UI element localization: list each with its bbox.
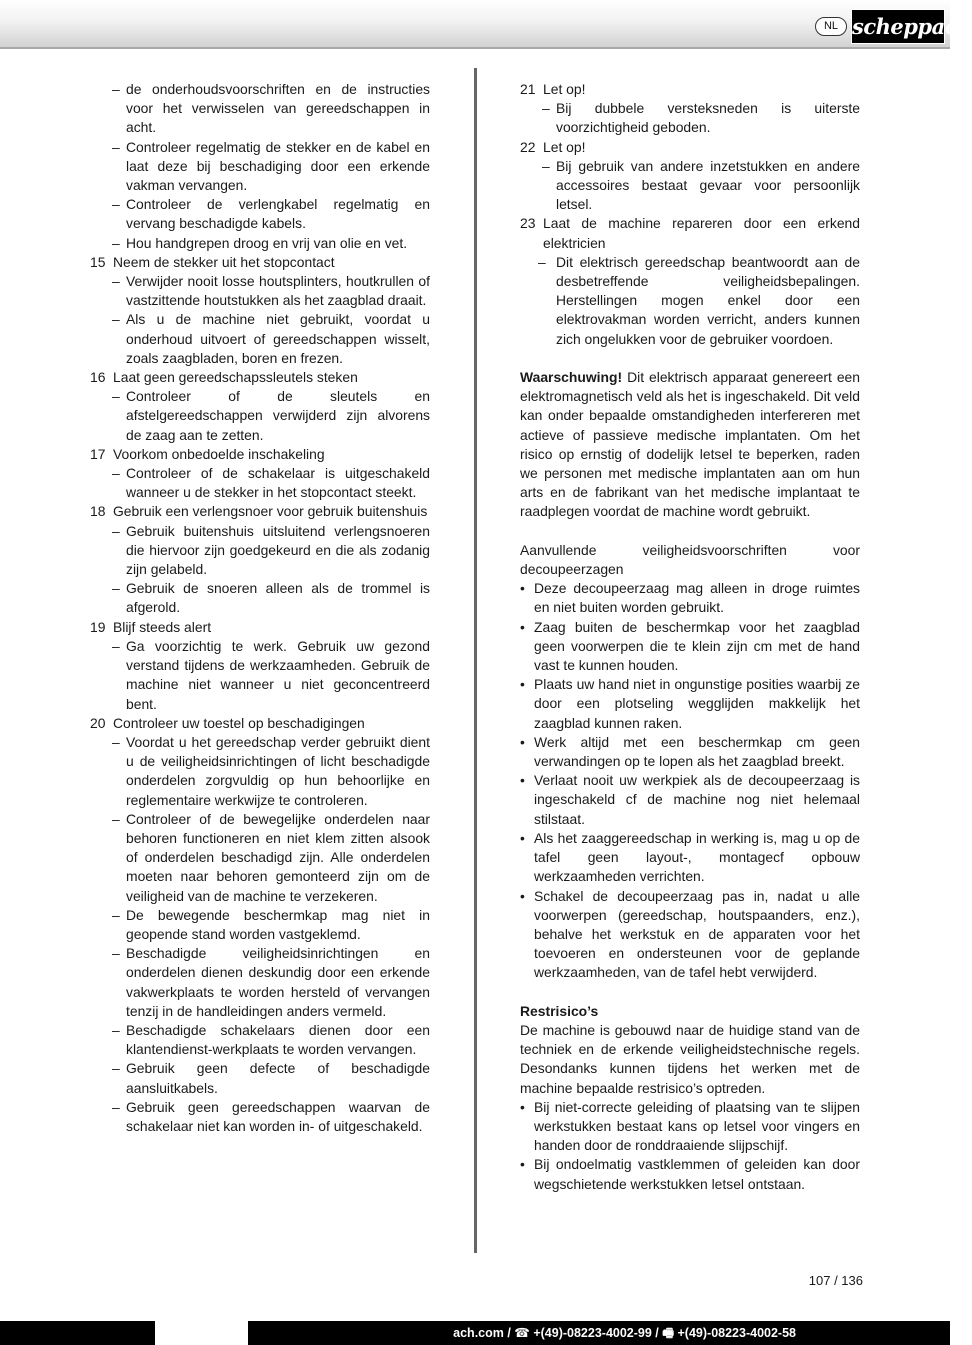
list-item: – Gebruik geen defecte of beschadigde aansluitkabels. — [112, 1060, 430, 1096]
list-item: – Controleer de verlengkabel regelmatig en vervang beschadigde kabels. — [112, 196, 430, 232]
brand-logo: scheppach — [851, 9, 945, 44]
list-item: • Bij ondoelmatig vastklemmen of geleiden kan door wegschietende werkstukken letsel ontstaan. — [520, 1156, 860, 1192]
right-column — [520, 80, 860, 1194]
list-item: • Schakel de decoupeerzaag pas in, nadat u alle voorwerpen (gereedschap, houtspaanders, enz.), behalve het werkstuk en de apparaten voor het toevoeren en ondersteunen voor de geplande werkzaamheden, van de tafel hebt verwijderd. — [520, 887, 860, 981]
list-item: • Bij niet-correcte geleiding of plaatsing van te slijpen werkstukken bestaat kans op letsel voor vingers en handen door de ronddraaiende slijpschijf. — [520, 1098, 860, 1154]
column-divider — [474, 68, 477, 1253]
list-item: – Controleer of de bewegelijke onderdelen naar behoren functioneren en niet klem zitten alsook of onderdelen beschadigd zijn. Alle onderdelen moeten naar behoren gemonteerd zijn om de veiligheid van de machine te verzekeren. — [112, 810, 430, 904]
numbered-item-16: 16 Laat geen gereedschapssleutels steken — [90, 369, 358, 386]
numbered-item-23: 23 Laat de machine repareren door een erkend elektricien — [520, 215, 860, 251]
spacer — [520, 349, 860, 368]
list-item: • Deze decoupeerzaag mag alleen in droge ruimtes en niet buiten worden gebruikt. — [520, 580, 860, 616]
numbered-item-18: 18 Gebruik een verlengsnoer voor gebruik buitenshuis — [90, 503, 428, 520]
list-item: – Ga voorzichtig te werk. Gebruik uw gezond verstand tijdens de werkzaamheden. Gebruik de machine niet wanneer u niet geconcentreerd bent. — [112, 637, 430, 712]
list-item: – De bewegende beschermkap mag niet in geopende stand worden vastgeklemd. — [112, 906, 430, 942]
numbered-item-22: 22 Let op! — [520, 138, 586, 155]
list-item: • Verlaat nooit uw werkpiek als de decoupeerzaag is ingeschakeld cf de machine nog niet helemaal stilstaat. — [520, 772, 860, 827]
list-item: – Voordat u het gereedschap verder gebruikt dient u de veiligheidsinrichtingen of licht beschadigde onderdelen zorgvuldig op hun behoorlijke en reglementaire werkwijze te controleren. — [112, 733, 430, 808]
list-item: – Gebruik de snoeren alleen als de trommel is afgerold. — [112, 580, 430, 616]
list-item: • Plaats uw hand niet in ongunstige posities waarbij ze door een plotseling wegglijden makkelijk het zaagblad kunnen raken. — [520, 676, 860, 731]
list-item: • Zaag buiten de beschermkap voor het zaagblad geen voorwerpen die te klein zijn cm met de hand vast te kunnen houden. — [520, 618, 860, 674]
numbered-item-17: 17 Voorkom onbedoelde inschakeling — [90, 445, 325, 462]
footer-gap — [155, 1321, 248, 1345]
list-item: – Als u de machine niet gebruikt, voordat u onderhoud uitvoert of gereedschappen wisselt, zoals zaagbladen, boren en frezen. — [112, 311, 430, 366]
page-number: 107 / 136 — [808, 1273, 863, 1288]
list-item: – Controleer regelmatig de stekker en de kabel en laat deze bij beschadiging door een erkende vakman vervangen. — [112, 138, 430, 194]
footer-contact: ach.com / ☎ +(49)-08223-4002-99 / 🖷 +(49)-08223-4002-58 — [453, 1326, 796, 1340]
list-item: • Als het zaaggereedschap in werking is, mag u op de tafel geen layout-, montagecf opbouw werkzaamheden verrichten. — [520, 829, 860, 885]
list-item: – Gebruik geen gereedschappen waarvan de schakelaar niet kan worden in- of uitgeschakeld. — [112, 1098, 430, 1134]
list-item: – Verwijder nooit losse houtsplinters, houtkrullen of vastzittende houtstukken als het zaagblad draait. — [112, 273, 430, 309]
numbered-item-19: 19 Blijf steeds alert — [90, 618, 212, 635]
left-column — [90, 80, 430, 1136]
list-item: – Controleer of de sleutels en afstelgereedschappen verwijderd zijn alvorens de zaag aan te zetten. — [112, 388, 430, 443]
list-item: – Hou handgrepen droog en vrij van olie en vet. — [112, 234, 408, 251]
list-item: – de onderhoudsvoorschriften en de instructies voor het verwisselen van gereedschappen in acht. — [112, 81, 430, 136]
list-item: • Werk altijd met een beschermkap cm geen verwandingen op te lopen als het zaagblad breekt. — [520, 733, 860, 770]
spacer — [520, 522, 860, 541]
numbered-item-15: 15 Neem de stekker uit het stopcontact — [90, 253, 335, 270]
language-badge: NL — [815, 17, 847, 36]
list-item: – Beschadigde schakelaars dienen door een klantendienst-werkplaats te worden vervangen. — [112, 1021, 430, 1058]
list-item: – Gebruik buitenshuis uitsluitend verlengsnoeren die hiervoor zijn goedgekeurd en die als zodanig zijn gelabeld. — [112, 522, 430, 578]
warning-paragraph: Waarschuwing! Dit elektrisch apparaat genereert een elektromagnetisch veld als het is ingeschakeld. Dit veld kan onder bepaalde omstandigheden interfereren met actieve of passieve medische implantaten. Om het risico op ernstig of dodelijk letsel te beperken, raden we personen met medische implantaten aan om hun arts en de fabrikant van het medische implantaat te raadplegen voordat de machine wordt gebruikt. — [520, 369, 860, 520]
spacer — [520, 983, 860, 1002]
numbered-item-21: 21 Let op! — [520, 81, 586, 97]
list-item: – Bij gebruik van andere inzetstukken en andere accessoires bestaat gevaar voor persoonlijk letsel. — [542, 157, 860, 213]
list-item: – Controleer of de schakelaar is uitgeschakeld wanneer u de stekker in het stopcontact steekt. — [112, 465, 430, 501]
section-heading: Aanvullende veiligheidsvoorschriften voor decoupeerzagen — [520, 541, 860, 578]
numbered-item-20: 20 Controleer uw toestel op beschadigingen — [90, 714, 365, 731]
risk-paragraph: De machine is gebouwd naar de huidige stand van de techniek en de erkende veiligheidstechnische regels. Desondanks kunnen tijdens het werken met de machine bepaalde restrisico’s optreden. — [520, 1021, 860, 1096]
list-item: – Beschadigde veiligheidsinrichtingen en onderdelen dienen deskundig door een erkende vakwerkplaats te worden hersteld of vervangen tenzij in de handleidingen anders vermeld. — [112, 945, 430, 1019]
list-item: – Dit elektrisch gereedschap beantwoordt aan de desbetreffende veiligheidsbepalingen. Herstellingen mogen enkel door een elektrovakman worden verricht, anders kunnen zich ongelukken voor de gebruiker voordoen. — [538, 253, 860, 347]
section-heading: Restrisico’s — [520, 1002, 599, 1019]
header-bar — [0, 0, 950, 49]
list-item: – Bij dubbele versteksneden is uiterste voorzichtigheid geboden. — [542, 100, 860, 136]
